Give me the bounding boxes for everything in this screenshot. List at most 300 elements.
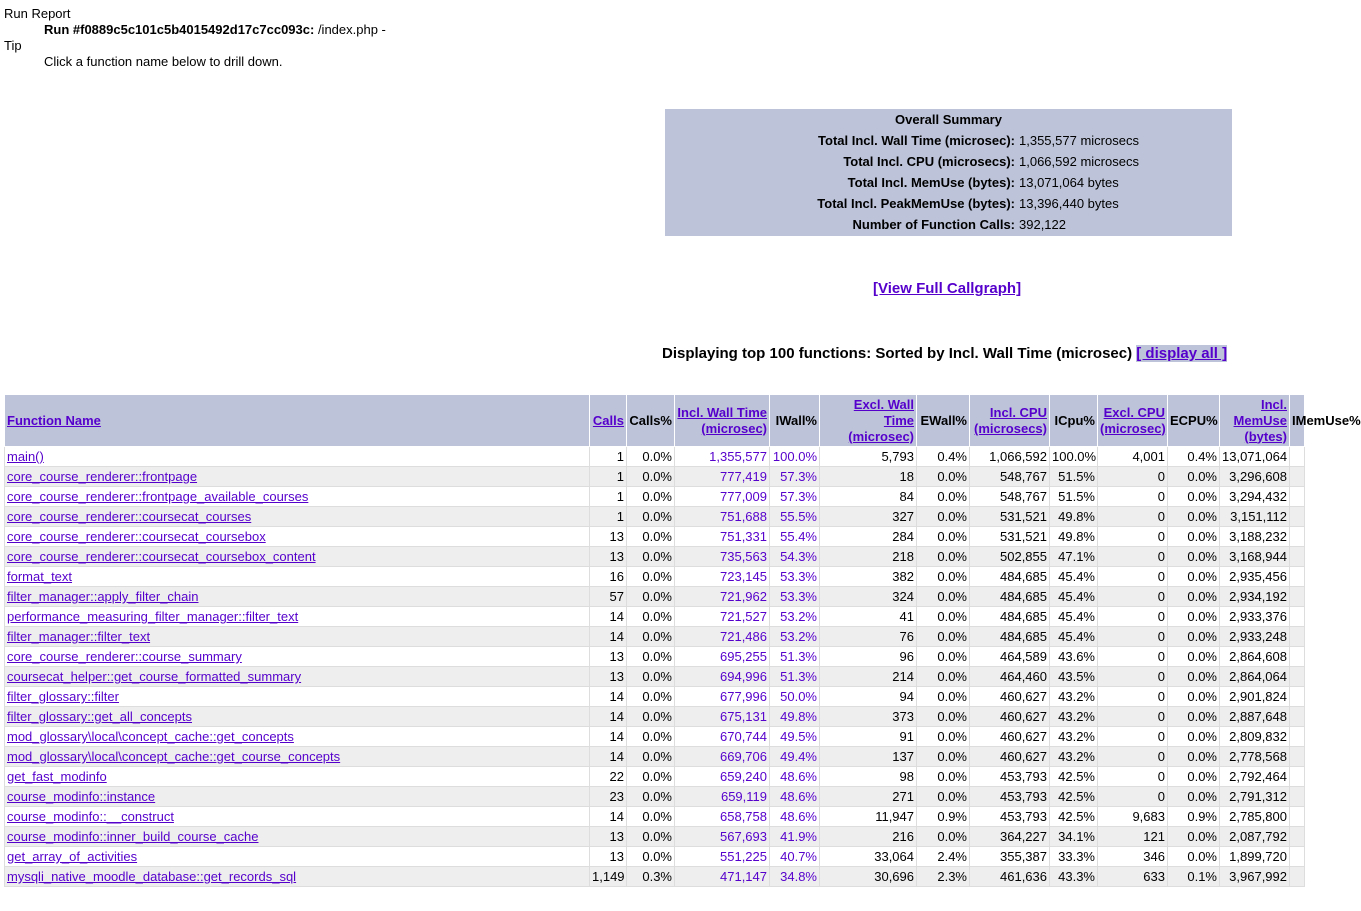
cell-iwall-pct: 49.5% xyxy=(770,727,820,747)
cell-incl-wall-time: 1,355,577 xyxy=(675,447,770,467)
cell-excl-wall-time: 84 xyxy=(820,487,917,507)
cell-imemuse-pct xyxy=(1290,547,1305,567)
column-header-imemuse-pct: IMemUse% xyxy=(1290,395,1305,447)
cell-function-name xyxy=(5,587,590,607)
cell-incl-cpu: 460,627 xyxy=(970,727,1050,747)
sort-by-incl-wall-time-link[interactable]: Incl. Wall Time (microsec) xyxy=(677,404,767,436)
cell-function-name xyxy=(5,647,590,667)
run-id-line xyxy=(44,22,386,37)
cell-icpu-pct: 33.3% xyxy=(1050,847,1098,867)
table-row xyxy=(5,807,1305,827)
function-name-link[interactable]: mod_glossary\local\concept_cache::get_concepts xyxy=(7,729,294,744)
cell-iwall-pct: 51.3% xyxy=(770,667,820,687)
cell-excl-wall-time: 218 xyxy=(820,547,917,567)
cell-iwall-pct: 41.9% xyxy=(770,827,820,847)
cell-incl-cpu: 484,685 xyxy=(970,587,1050,607)
cell-excl-wall-time: 76 xyxy=(820,627,917,647)
cell-calls: 1 xyxy=(590,467,627,487)
cell-incl-wall-time: 567,693 xyxy=(675,827,770,847)
cell-function-name xyxy=(5,607,590,627)
view-full-callgraph-link[interactable]: [View Full Callgraph] xyxy=(873,280,1022,297)
function-name-link[interactable]: format_text xyxy=(7,569,73,584)
cell-ecpu-pct: 0.0% xyxy=(1168,787,1220,807)
cell-incl-cpu: 464,589 xyxy=(970,647,1050,667)
cell-excl-cpu: 0 xyxy=(1098,547,1168,567)
cell-excl-cpu: 0 xyxy=(1098,687,1168,707)
cell-excl-cpu: 0 xyxy=(1098,467,1168,487)
function-name-link[interactable]: core_course_renderer::coursecat_courses xyxy=(7,509,252,524)
cell-imemuse-pct xyxy=(1290,447,1305,467)
cell-imemuse-pct xyxy=(1290,827,1305,847)
column-header-incl-memuse xyxy=(1220,395,1290,447)
cell-ewall-pct: 2.4% xyxy=(917,847,970,867)
cell-icpu-pct: 51.5% xyxy=(1050,487,1098,507)
cell-incl-cpu: 460,627 xyxy=(970,747,1050,767)
cell-incl-memuse: 2,785,800 xyxy=(1220,807,1290,827)
summary-label: Total Incl. Wall Time (microsec): xyxy=(818,133,1015,148)
cell-ecpu-pct: 0.0% xyxy=(1168,527,1220,547)
cell-incl-memuse: 13,071,064 xyxy=(1220,447,1290,467)
cell-function-name xyxy=(5,447,590,467)
cell-ewall-pct: 0.0% xyxy=(917,767,970,787)
cell-ecpu-pct: 0.0% xyxy=(1168,827,1220,847)
cell-ecpu-pct: 0.0% xyxy=(1168,547,1220,567)
cell-icpu-pct: 42.5% xyxy=(1050,767,1098,787)
cell-excl-wall-time: 284 xyxy=(820,527,917,547)
cell-imemuse-pct xyxy=(1290,707,1305,727)
cell-ecpu-pct: 0.0% xyxy=(1168,747,1220,767)
table-row xyxy=(5,447,1305,467)
cell-function-name xyxy=(5,487,590,507)
cell-excl-wall-time: 137 xyxy=(820,747,917,767)
cell-imemuse-pct xyxy=(1290,527,1305,547)
cell-imemuse-pct xyxy=(1290,607,1305,627)
cell-excl-wall-time: 382 xyxy=(820,567,917,587)
cell-ewall-pct: 0.0% xyxy=(917,527,970,547)
cell-ewall-pct: 0.0% xyxy=(917,487,970,507)
cell-imemuse-pct xyxy=(1290,847,1305,867)
cell-imemuse-pct xyxy=(1290,787,1305,807)
cell-imemuse-pct xyxy=(1290,747,1305,767)
cell-excl-cpu: 0 xyxy=(1098,767,1168,787)
summary-label: Total Incl. CPU (microsecs): xyxy=(843,154,1015,169)
sort-by-excl-cpu-link[interactable]: Excl. CPU (microsec) xyxy=(1100,404,1166,436)
cell-iwall-pct: 57.3% xyxy=(770,467,820,487)
cell-incl-memuse: 2,933,248 xyxy=(1220,627,1290,647)
cell-excl-cpu: 0 xyxy=(1098,507,1168,527)
cell-iwall-pct: 53.3% xyxy=(770,587,820,607)
cell-ewall-pct: 0.4% xyxy=(917,447,970,467)
table-row xyxy=(5,507,1305,527)
cell-iwall-pct: 48.6% xyxy=(770,767,820,787)
cell-iwall-pct: 49.4% xyxy=(770,747,820,767)
cell-incl-wall-time: 551,225 xyxy=(675,847,770,867)
cell-calls-pct: 0.0% xyxy=(627,727,675,747)
summary-value: 1,355,577 microsecs xyxy=(1019,133,1139,148)
cell-excl-cpu: 4,001 xyxy=(1098,447,1168,467)
cell-imemuse-pct xyxy=(1290,767,1305,787)
cell-iwall-pct: 53.2% xyxy=(770,607,820,627)
cell-imemuse-pct xyxy=(1290,467,1305,487)
column-header-incl-cpu xyxy=(970,395,1050,447)
cell-ecpu-pct: 0.0% xyxy=(1168,467,1220,487)
cell-incl-cpu: 460,627 xyxy=(970,707,1050,727)
cell-iwall-pct: 51.3% xyxy=(770,647,820,667)
cell-incl-wall-time: 721,962 xyxy=(675,587,770,607)
function-name-link[interactable]: course_modinfo::inner_build_course_cache xyxy=(7,829,259,844)
cell-iwall-pct: 48.6% xyxy=(770,787,820,807)
cell-imemuse-pct xyxy=(1290,587,1305,607)
cell-incl-memuse: 3,168,944 xyxy=(1220,547,1290,567)
cell-function-name xyxy=(5,747,590,767)
cell-ecpu-pct: 0.0% xyxy=(1168,727,1220,747)
cell-icpu-pct: 45.4% xyxy=(1050,627,1098,647)
function-name-link[interactable]: course_modinfo::__construct xyxy=(7,809,174,824)
function-name-link[interactable]: mysqli_native_moodle_database::get_records_sql xyxy=(7,869,297,884)
cell-incl-memuse: 1,899,720 xyxy=(1220,847,1290,867)
cell-calls: 13 xyxy=(590,547,627,567)
cell-icpu-pct: 49.8% xyxy=(1050,507,1098,527)
summary-row xyxy=(665,214,1232,235)
cell-function-name xyxy=(5,567,590,587)
function-name-link[interactable]: core_course_renderer::course_summary xyxy=(7,649,242,664)
cell-calls: 1 xyxy=(590,487,627,507)
summary-row xyxy=(665,151,1232,172)
cell-excl-wall-time: 324 xyxy=(820,587,917,607)
cell-incl-cpu: 453,793 xyxy=(970,787,1050,807)
cell-excl-cpu: 633 xyxy=(1098,867,1168,887)
cell-icpu-pct: 34.1% xyxy=(1050,827,1098,847)
cell-function-name xyxy=(5,687,590,707)
table-row xyxy=(5,867,1305,887)
cell-incl-cpu: 548,767 xyxy=(970,467,1050,487)
cell-calls-pct: 0.0% xyxy=(627,767,675,787)
cell-icpu-pct: 51.5% xyxy=(1050,467,1098,487)
function-name-link[interactable]: get_fast_modinfo xyxy=(7,769,107,784)
cell-ewall-pct: 0.0% xyxy=(917,647,970,667)
cell-ewall-pct: 0.0% xyxy=(917,627,970,647)
cell-calls: 13 xyxy=(590,827,627,847)
cell-incl-cpu: 464,460 xyxy=(970,667,1050,687)
cell-ewall-pct: 0.0% xyxy=(917,507,970,527)
column-header-calls xyxy=(590,395,627,447)
sort-by-incl-memuse-link[interactable]: Incl. MemUse (bytes) xyxy=(1233,396,1287,444)
cell-iwall-pct: 55.5% xyxy=(770,507,820,527)
cell-incl-memuse: 2,791,312 xyxy=(1220,787,1290,807)
table-row xyxy=(5,587,1305,607)
cell-incl-wall-time: 659,119 xyxy=(675,787,770,807)
table-row xyxy=(5,787,1305,807)
function-name-link[interactable]: mod_glossary\local\concept_cache::get_course_concepts xyxy=(7,749,341,764)
table-row xyxy=(5,827,1305,847)
cell-incl-cpu: 548,767 xyxy=(970,487,1050,507)
sort-by-calls-link[interactable]: Calls xyxy=(592,412,624,428)
cell-calls-pct: 0.0% xyxy=(627,747,675,767)
summary-label: Number of Function Calls: xyxy=(852,217,1015,232)
cell-icpu-pct: 43.2% xyxy=(1050,727,1098,747)
cell-excl-wall-time: 214 xyxy=(820,667,917,687)
cell-iwall-pct: 53.2% xyxy=(770,627,820,647)
function-name-link[interactable]: coursecat_helper::get_course_formatted_summary xyxy=(7,669,302,684)
cell-iwall-pct: 49.8% xyxy=(770,707,820,727)
cell-calls: 13 xyxy=(590,847,627,867)
column-header-excl-wall-time xyxy=(820,395,917,447)
function-name-link[interactable]: filter_manager::apply_filter_chain xyxy=(7,589,199,604)
cell-ecpu-pct: 0.9% xyxy=(1168,807,1220,827)
cell-function-name xyxy=(5,787,590,807)
cell-imemuse-pct xyxy=(1290,867,1305,887)
cell-incl-cpu: 461,636 xyxy=(970,867,1050,887)
cell-ewall-pct: 0.0% xyxy=(917,787,970,807)
function-name-link[interactable]: main() xyxy=(7,449,44,464)
cell-icpu-pct: 43.2% xyxy=(1050,707,1098,727)
cell-calls-pct: 0.0% xyxy=(627,687,675,707)
cell-calls-pct: 0.0% xyxy=(627,587,675,607)
cell-calls: 14 xyxy=(590,627,627,647)
cell-calls-pct: 0.0% xyxy=(627,527,675,547)
cell-function-name xyxy=(5,867,590,887)
run-id: Run #f0889c5c101c5b4015492d17c7cc093c: xyxy=(44,22,315,37)
cell-incl-cpu: 531,521 xyxy=(970,507,1050,527)
cell-calls: 14 xyxy=(590,747,627,767)
cell-iwall-pct: 53.3% xyxy=(770,567,820,587)
cell-imemuse-pct xyxy=(1290,727,1305,747)
cell-icpu-pct: 42.5% xyxy=(1050,787,1098,807)
cell-incl-cpu: 1,066,592 xyxy=(970,447,1050,467)
cell-calls: 13 xyxy=(590,647,627,667)
table-row xyxy=(5,547,1305,567)
table-row xyxy=(5,667,1305,687)
cell-ewall-pct: 0.0% xyxy=(917,747,970,767)
cell-ecpu-pct: 0.0% xyxy=(1168,707,1220,727)
cell-icpu-pct: 47.1% xyxy=(1050,547,1098,567)
cell-incl-memuse: 2,809,832 xyxy=(1220,727,1290,747)
cell-iwall-pct: 40.7% xyxy=(770,847,820,867)
table-row xyxy=(5,647,1305,667)
cell-ewall-pct: 0.0% xyxy=(917,667,970,687)
cell-calls-pct: 0.0% xyxy=(627,507,675,527)
table-row xyxy=(5,567,1305,587)
function-name-link[interactable]: core_course_renderer::coursecat_coursebox_content xyxy=(7,549,316,564)
cell-incl-wall-time: 694,996 xyxy=(675,667,770,687)
cell-excl-cpu: 0 xyxy=(1098,487,1168,507)
cell-incl-memuse: 3,188,232 xyxy=(1220,527,1290,547)
cell-excl-wall-time: 98 xyxy=(820,767,917,787)
function-name-link[interactable]: filter_glossary::get_all_concepts xyxy=(7,709,192,724)
cell-incl-cpu: 460,627 xyxy=(970,687,1050,707)
cell-incl-memuse: 2,934,192 xyxy=(1220,587,1290,607)
cell-incl-memuse: 2,933,376 xyxy=(1220,607,1290,627)
summary-value: 1,066,592 microsecs xyxy=(1019,154,1139,169)
cell-calls: 14 xyxy=(590,607,627,627)
cell-excl-cpu: 0 xyxy=(1098,627,1168,647)
cell-incl-memuse: 2,792,464 xyxy=(1220,767,1290,787)
tip-text: Click a function name below to drill down. xyxy=(44,54,283,69)
cell-excl-cpu: 0 xyxy=(1098,647,1168,667)
cell-imemuse-pct xyxy=(1290,667,1305,687)
cell-ewall-pct: 0.0% xyxy=(917,827,970,847)
cell-imemuse-pct xyxy=(1290,647,1305,667)
function-name-link[interactable]: filter_manager::filter_text xyxy=(7,629,151,644)
cell-function-name xyxy=(5,467,590,487)
cell-ewall-pct: 0.0% xyxy=(917,547,970,567)
cell-function-name xyxy=(5,847,590,867)
cell-excl-wall-time: 30,696 xyxy=(820,867,917,887)
cell-function-name xyxy=(5,807,590,827)
cell-calls-pct: 0.0% xyxy=(627,667,675,687)
cell-iwall-pct: 55.4% xyxy=(770,527,820,547)
function-name-link[interactable]: core_course_renderer::frontpage_available_courses xyxy=(7,489,309,504)
cell-icpu-pct: 45.4% xyxy=(1050,587,1098,607)
function-name-link[interactable]: performance_measuring_filter_manager::filter_text xyxy=(7,609,299,624)
display-top-functions-text: Displaying top 100 functions: Sorted by Incl. Wall Time (microsec) xyxy=(662,345,1137,362)
cell-iwall-pct: 57.3% xyxy=(770,487,820,507)
table-row xyxy=(5,747,1305,767)
cell-excl-wall-time: 41 xyxy=(820,607,917,627)
cell-calls: 16 xyxy=(590,567,627,587)
cell-excl-wall-time: 271 xyxy=(820,787,917,807)
cell-incl-memuse: 2,087,792 xyxy=(1220,827,1290,847)
cell-incl-memuse: 2,864,608 xyxy=(1220,647,1290,667)
cell-calls-pct: 0.3% xyxy=(627,867,675,887)
cell-incl-wall-time: 471,147 xyxy=(675,867,770,887)
cell-iwall-pct: 100.0% xyxy=(770,447,820,467)
cell-incl-memuse: 2,901,824 xyxy=(1220,687,1290,707)
cell-icpu-pct: 42.5% xyxy=(1050,807,1098,827)
cell-excl-wall-time: 96 xyxy=(820,647,917,667)
cell-excl-wall-time: 11,947 xyxy=(820,807,917,827)
display-all-link[interactable]: [ display all ] xyxy=(1136,345,1228,362)
cell-ewall-pct: 2.3% xyxy=(917,867,970,887)
cell-incl-wall-time: 751,688 xyxy=(675,507,770,527)
cell-incl-memuse: 3,967,992 xyxy=(1220,867,1290,887)
cell-incl-cpu: 484,685 xyxy=(970,607,1050,627)
cell-ewall-pct: 0.0% xyxy=(917,707,970,727)
cell-incl-memuse: 3,294,432 xyxy=(1220,487,1290,507)
cell-icpu-pct: 43.2% xyxy=(1050,687,1098,707)
cell-ewall-pct: 0.0% xyxy=(917,467,970,487)
function-name-link[interactable]: course_modinfo::instance xyxy=(7,789,156,804)
function-name-link[interactable]: get_array_of_activities xyxy=(7,849,138,864)
cell-incl-memuse: 3,296,608 xyxy=(1220,467,1290,487)
cell-excl-wall-time: 91 xyxy=(820,727,917,747)
cell-calls: 13 xyxy=(590,527,627,547)
sort-by-excl-wall-time-link[interactable]: Excl. Wall Time (microsec) xyxy=(848,396,914,444)
function-table xyxy=(4,394,1361,887)
cell-imemuse-pct xyxy=(1290,627,1305,647)
cell-calls-pct: 0.0% xyxy=(627,647,675,667)
column-header-function-name xyxy=(5,395,590,447)
cell-iwall-pct: 54.3% xyxy=(770,547,820,567)
cell-calls: 14 xyxy=(590,727,627,747)
table-row xyxy=(5,487,1305,507)
cell-incl-wall-time: 675,131 xyxy=(675,707,770,727)
cell-imemuse-pct xyxy=(1290,507,1305,527)
cell-calls: 1 xyxy=(590,447,627,467)
cell-ewall-pct: 0.9% xyxy=(917,807,970,827)
function-name-link[interactable]: filter_glossary::filter xyxy=(7,689,119,704)
cell-icpu-pct: 45.4% xyxy=(1050,567,1098,587)
cell-calls-pct: 0.0% xyxy=(627,487,675,507)
cell-incl-wall-time: 735,563 xyxy=(675,547,770,567)
cell-ecpu-pct: 0.0% xyxy=(1168,847,1220,867)
cell-excl-cpu: 121 xyxy=(1098,827,1168,847)
overall-summary-box xyxy=(665,109,1232,236)
cell-ecpu-pct: 0.4% xyxy=(1168,447,1220,467)
cell-imemuse-pct xyxy=(1290,807,1305,827)
sort-by-function-name-link[interactable]: Function Name xyxy=(7,412,101,428)
cell-excl-cpu: 0 xyxy=(1098,787,1168,807)
display-top-functions-line xyxy=(662,345,1227,362)
cell-incl-cpu: 453,793 xyxy=(970,807,1050,827)
column-header-excl-cpu xyxy=(1098,395,1168,447)
column-header-ewall-pct: EWall% xyxy=(917,395,970,447)
cell-calls: 14 xyxy=(590,687,627,707)
cell-incl-cpu: 484,685 xyxy=(970,567,1050,587)
cell-calls-pct: 0.0% xyxy=(627,467,675,487)
table-row xyxy=(5,467,1305,487)
function-name-link[interactable]: core_course_renderer::coursecat_coursebox xyxy=(7,529,266,544)
summary-label: Total Incl. PeakMemUse (bytes): xyxy=(817,196,1015,211)
cell-calls-pct: 0.0% xyxy=(627,547,675,567)
table-row xyxy=(5,767,1305,787)
summary-row xyxy=(665,193,1232,214)
function-table-container[interactable] xyxy=(4,394,1361,911)
cell-incl-wall-time: 695,255 xyxy=(675,647,770,667)
cell-incl-wall-time: 721,527 xyxy=(675,607,770,627)
cell-icpu-pct: 43.2% xyxy=(1050,747,1098,767)
sort-by-incl-cpu-link[interactable]: Incl. CPU (microsecs) xyxy=(974,404,1047,436)
table-row xyxy=(5,527,1305,547)
cell-calls-pct: 0.0% xyxy=(627,567,675,587)
cell-ecpu-pct: 0.0% xyxy=(1168,647,1220,667)
cell-excl-cpu: 0 xyxy=(1098,607,1168,627)
cell-excl-wall-time: 33,064 xyxy=(820,847,917,867)
cell-function-name xyxy=(5,727,590,747)
cell-incl-cpu: 355,387 xyxy=(970,847,1050,867)
summary-title: Overall Summary xyxy=(895,112,1002,127)
cell-excl-cpu: 0 xyxy=(1098,747,1168,767)
cell-excl-cpu: 9,683 xyxy=(1098,807,1168,827)
cell-ecpu-pct: 0.0% xyxy=(1168,687,1220,707)
cell-ewall-pct: 0.0% xyxy=(917,587,970,607)
table-row xyxy=(5,607,1305,627)
cell-excl-wall-time: 94 xyxy=(820,687,917,707)
table-row xyxy=(5,687,1305,707)
cell-function-name xyxy=(5,667,590,687)
cell-calls-pct: 0.0% xyxy=(627,787,675,807)
cell-icpu-pct: 43.6% xyxy=(1050,647,1098,667)
tip-label: Tip xyxy=(4,38,22,53)
cell-excl-wall-time: 18 xyxy=(820,467,917,487)
cell-ecpu-pct: 0.0% xyxy=(1168,607,1220,627)
table-row xyxy=(5,727,1305,747)
cell-excl-cpu: 0 xyxy=(1098,587,1168,607)
cell-calls: 14 xyxy=(590,807,627,827)
function-name-link[interactable]: core_course_renderer::frontpage xyxy=(7,469,198,484)
cell-incl-wall-time: 777,419 xyxy=(675,467,770,487)
cell-incl-memuse: 2,864,064 xyxy=(1220,667,1290,687)
cell-function-name xyxy=(5,767,590,787)
cell-incl-wall-time: 659,240 xyxy=(675,767,770,787)
cell-ecpu-pct: 0.0% xyxy=(1168,487,1220,507)
cell-ewall-pct: 0.0% xyxy=(917,567,970,587)
cell-ecpu-pct: 0.0% xyxy=(1168,667,1220,687)
cell-ewall-pct: 0.0% xyxy=(917,687,970,707)
cell-incl-memuse: 2,778,568 xyxy=(1220,747,1290,767)
cell-excl-wall-time: 373 xyxy=(820,707,917,727)
overall-summary-table xyxy=(665,109,1232,235)
